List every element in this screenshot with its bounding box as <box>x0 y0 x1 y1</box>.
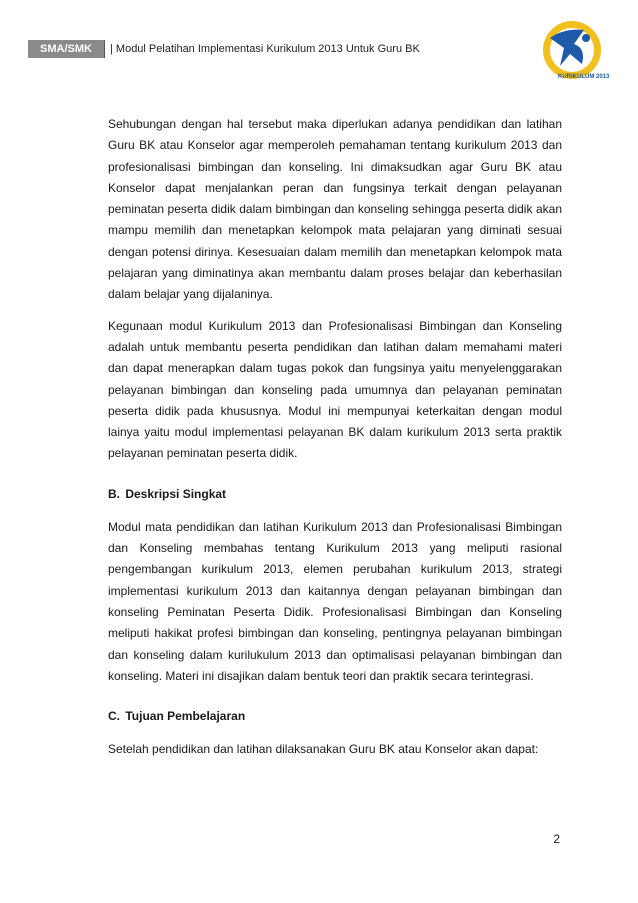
main-content <box>108 114 562 770</box>
page-number: 2 <box>553 832 560 846</box>
section-b-title: Deskripsi Singkat <box>125 486 227 501</box>
section-c-heading <box>108 706 562 727</box>
kurikulum-logo-icon <box>530 18 612 84</box>
header-title: | Modul Pelatihan Implementasi Kurikulum 2013 Untuk Guru BK <box>110 43 420 55</box>
paragraph-1: Sehubungan dengan hal tersebut maka diperlukan adanya pendidikan dan latihan Guru BK atau Konselor agar memperoleh pemahaman tentang kurikulum 2013 dan profesionalisasi bimbingan dan konseling. Ini dimaksudkan agar Guru BK atau Konselor dapat menjalankan peran dan fungsinya terkait dengan pelayanan peminatan peserta didik dalam bimbingan dan konseling sehingga peserta didik akan mampu memilih dan menetapkan kelompok mata pelajaran yang diminati sesuai dengan potensi dirinya. Kesesuaian dalam memilih dan menetapkan kelompok mata pelajaran yang diminatinya akan membantu dalam proses belajar dan keberhasilan dalam belajar yang dijalaninya. <box>108 117 562 302</box>
section-b-label: B. <box>108 486 120 501</box>
section-b-heading <box>108 484 562 505</box>
header-separator <box>104 40 105 58</box>
paragraph-2: Kegunaan modul Kurikulum 2013 dan Profesionalisasi Bimbingan dan Konseling adalah untuk membantu peserta pendidikan dan latihan dalam memahami materi dan dapat menerapkan dalam tugas pokok dan fungsinya yaitu menyelenggarakan pelayanan bimbingan dan konseling pada umumnya dan pelayanan peminatan peserta didik pada khususnya. Modul ini mempunyai keterkaitan dengan modul lainya yaitu modul implementasi pelayanan BK dalam kurikulum 2013 serta praktik pelayanan peminatan peserta didik. <box>108 318 562 461</box>
section-c-label: C. <box>108 709 120 724</box>
logo-text: KURIKULUM 2013 <box>558 74 610 80</box>
header-badge: SMA/SMK <box>28 40 104 58</box>
section-c-title: Tujuan Pembelajaran <box>125 709 246 724</box>
paragraph-4: Setelah pendidikan dan latihan dilaksanakan Guru BK atau Konselor akan dapat: <box>108 742 539 757</box>
paragraph-3: Modul mata pendidikan dan latihan Kurikulum 2013 dan Profesionalisasi Bimbingan dan Konseling membahas tentang Kurikulum 2013 yang meliputi rasional pengembangan kurikulum 2013, elemen perubahan kurikulum 2013, strategi implementasi kurikulum 2013 dan kaitannya dengan pelayanan bimbingan dan konseling Peminatan Peserta Didik. Profesionalisasi Bimbingan dan Konseling meliputi hakikat profesi bimbingan dan konseling, pentingnya pelayanan bimbingan dan konseling dalam kurilukulum 2013 dan optimalisasi pelayanan bimbingan dan konseling. Materi ini disajikan dalam bentuk teori dan praktik secara terintegrasi. <box>108 519 562 683</box>
